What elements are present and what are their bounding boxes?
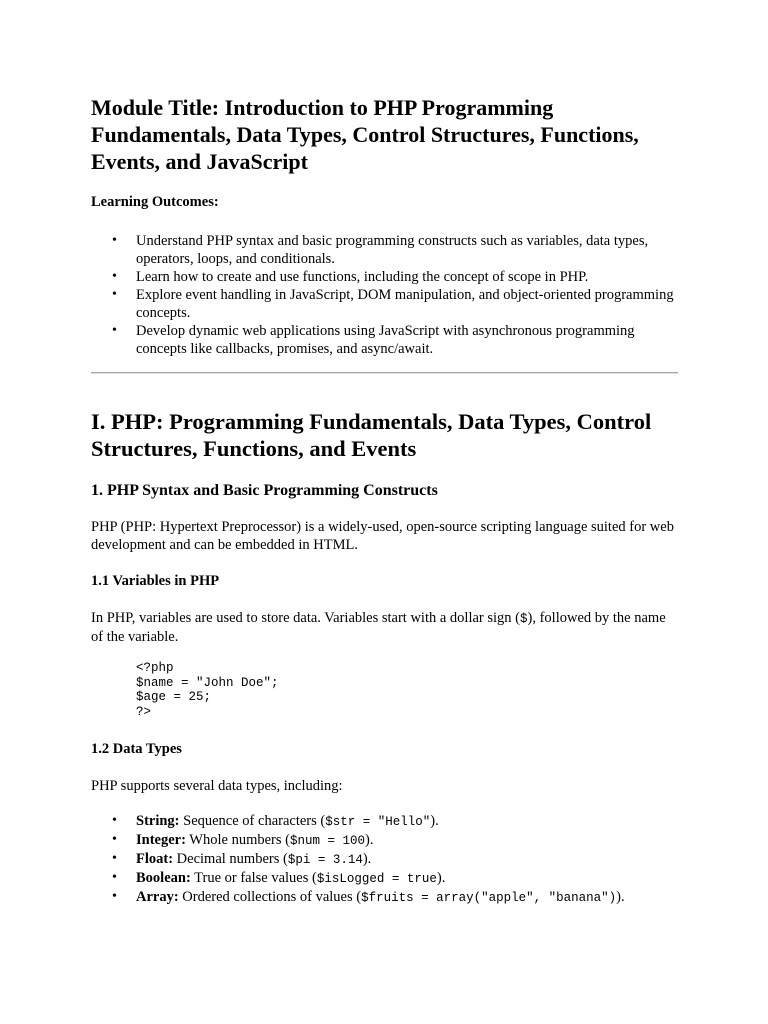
data-types-list: [91, 812, 678, 907]
module-title: Module Title: Introduction to PHP Programming Fundamentals, Data Types, Control Structures, Functions, Events, and JavaScript: [91, 95, 639, 174]
list-item: • Explore event handling in JavaScript, DOM manipulation, and object-oriented programming concepts.: [91, 286, 678, 322]
code-block: <?php $name = "John Doe"; $age = 25; ?>: [136, 661, 279, 719]
learning-outcomes-list: [91, 232, 678, 358]
list-item: • Develop dynamic web applications using JavaScript with asynchronous programming concepts like callbacks, promises, and async/await.: [91, 322, 678, 358]
list-item: • String: Sequence of characters ($str = "Hello").: [91, 812, 678, 831]
section-title: I. PHP: Programming Fundamentals, Data Types, Control Structures, Functions, and Events: [91, 409, 652, 461]
list-item: • Boolean: True or false values ($isLogged = true).: [91, 869, 678, 888]
data-types-heading: 1.2 Data Types: [91, 741, 182, 757]
list-item: • Understand PHP syntax and basic programming constructs such as variables, data types, operators, loops, and conditionals.: [91, 232, 678, 268]
data-types-intro: PHP supports several data types, including:: [91, 778, 343, 794]
subsection-heading: 1. PHP Syntax and Basic Programming Constructs: [91, 482, 438, 499]
list-item: • Integer: Whole numbers ($num = 100).: [91, 831, 678, 850]
learning-outcomes-heading: Learning Outcomes:: [91, 194, 219, 210]
list-item: • Learn how to create and use functions, including the concept of scope in PHP.: [91, 268, 678, 286]
intro-paragraph: PHP (PHP: Hypertext Preprocessor) is a widely-used, open-source scripting language suited for web development and can be embedded in HTML.: [91, 519, 674, 553]
variables-paragraph: In PHP, variables are used to store data. Variables start with a dollar sign ($), followed by the name of the variable.: [91, 610, 666, 645]
horizontal-divider: [91, 372, 678, 374]
variables-heading: 1.1 Variables in PHP: [91, 573, 220, 589]
list-item: • Float: Decimal numbers ($pi = 3.14).: [91, 850, 678, 869]
list-item: • Array: Ordered collections of values ($fruits = array("apple", "banana")).: [91, 888, 678, 907]
